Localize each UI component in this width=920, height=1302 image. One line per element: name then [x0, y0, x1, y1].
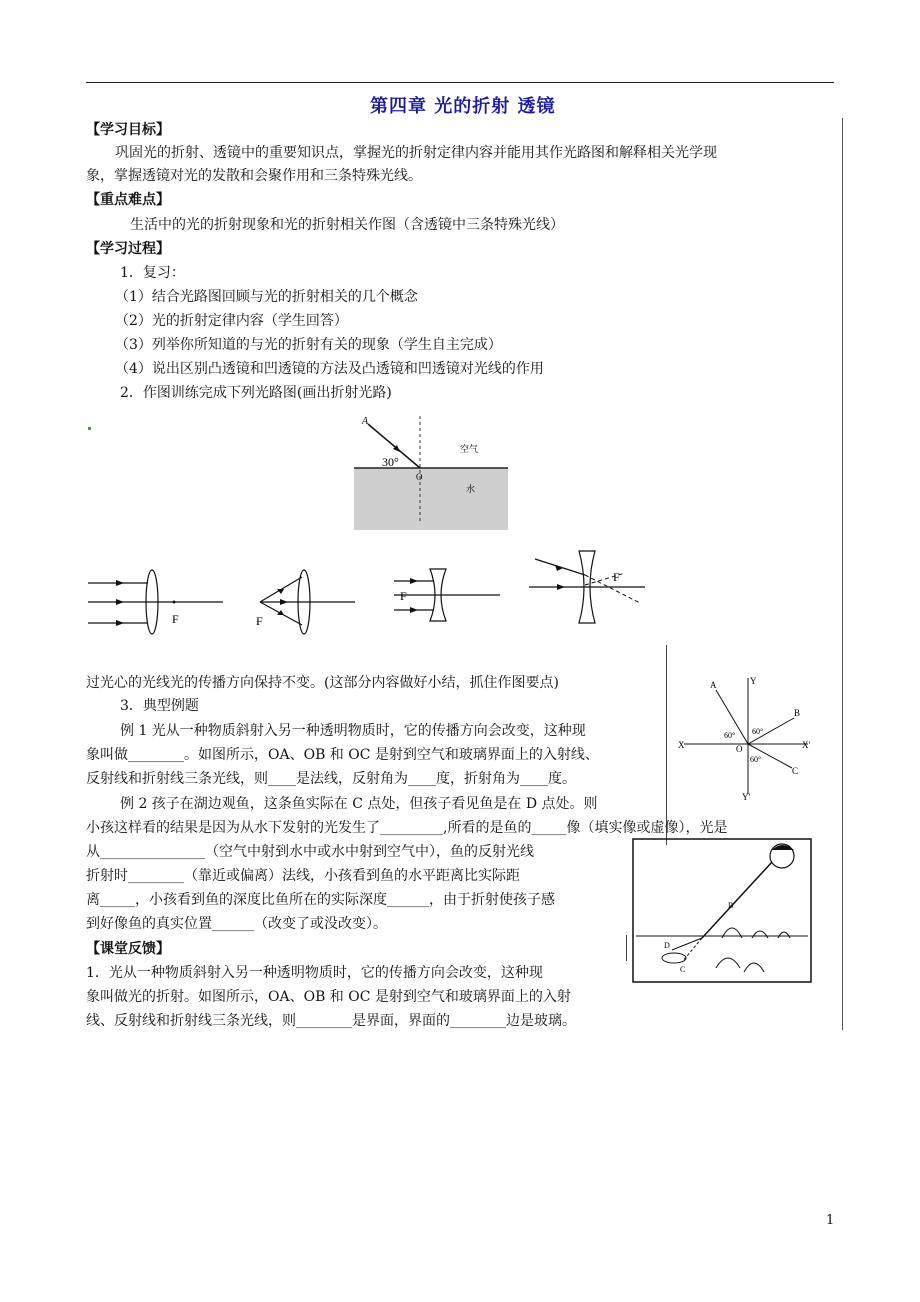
examples-heading: 3．典型例题 — [120, 698, 199, 714]
goals-line-2: 象，掌握透镜对光的发散和会聚作用和三条特殊光线。 — [86, 168, 422, 184]
review-item-3: （3）列举你所知道的与光的折射有关的现象（学生自主完成） — [115, 337, 502, 353]
example1-line-1: 例 1 光从一种物质斜射入另一种透明物质时，它的传播方向会改变，这种现 — [120, 723, 586, 739]
label-C: C — [680, 965, 686, 974]
goals-heading: 【学习目标】 — [86, 122, 170, 138]
goals-line-1: 巩固光的折射、透镜中的重要知识点，掌握光的折射定律内容并能用其作光路图和解释相关光学现 — [115, 145, 717, 161]
margin-rule-left — [666, 645, 667, 845]
weeds — [716, 958, 764, 972]
stray-dot — [88, 427, 91, 430]
margin-rule-left-2 — [626, 935, 627, 961]
arrow-bottom — [116, 620, 124, 626]
example2-line-2: 小孩这样看的结果是因为从水下发射的光发生了_________,所看的是鱼的_____像（填实像或虚像），光是 — [86, 820, 728, 836]
label-F: F — [172, 612, 179, 626]
arrow-bottom — [410, 607, 418, 613]
label-F: F — [400, 589, 407, 603]
water-region — [354, 468, 508, 530]
example1-line-2: 象叫做________。如图所示，OA、OB 和 OC 是射到空气和玻璃界面上的入射线、 — [86, 747, 599, 763]
label-F: F — [613, 570, 620, 584]
key-heading: 【重点难点】 — [86, 192, 170, 208]
label-C: C — [792, 766, 799, 776]
summary-line: 过光心的光线光的传播方向保持不变。(这部分内容做好小结，抓住作图要点) — [86, 675, 559, 691]
arrow-mid — [116, 599, 124, 605]
label-B: B — [728, 901, 734, 910]
page-title: 第四章 光的折射 透镜 — [370, 96, 556, 117]
fish-figure — [632, 838, 812, 983]
review-item-4: （4）说出区别凸透镜和凹透镜的方法及凸透镜和凹透镜对光线的作用 — [115, 361, 544, 377]
feedback-heading: 【课堂反馈】 — [86, 941, 170, 957]
arrow-top — [410, 578, 418, 584]
label-air: 空气 — [460, 444, 479, 454]
review-item-2: （2）光的折射定律内容（学生回答） — [115, 313, 348, 329]
feedback-line-3: 线、反射线和折射线三条光线，则________是界面，界面的________边是玻璃。 — [86, 1013, 576, 1029]
lens-figure-4 — [525, 545, 650, 630]
lens-figure-2 — [240, 565, 360, 640]
label-A: A — [710, 680, 717, 690]
label-X: X — [678, 740, 685, 750]
example2-line-3: 从_______________（空气中射到水中或水中射到空气中），鱼的反射光线 — [86, 844, 534, 860]
example2-line-4: 折射时________（靠近或偏离）法线，小孩看到鱼的水平距离比实际距 — [86, 868, 520, 884]
sight-line — [702, 862, 772, 938]
header-rule — [86, 82, 834, 83]
drawing-task: 2．作图训练完成下列光路图(画出折射光路) — [120, 385, 392, 401]
label-F: F — [256, 614, 263, 628]
page-number: 1 — [826, 1213, 835, 1228]
review-label: 1．复习： — [120, 265, 185, 281]
example1-line-3: 反射线和折射线三条光线，则____是法线，反射角为____度，折射角为____度。 — [86, 771, 576, 787]
fish-shape — [662, 953, 686, 963]
arrow-top — [116, 580, 124, 586]
refraction-figure — [350, 412, 512, 532]
label-angle-3: 60° — [750, 755, 762, 764]
arrow-in — [555, 565, 563, 571]
lens-figure-1 — [88, 565, 228, 640]
lens-figure-3 — [390, 565, 510, 640]
key-line-1: 生活中的光的折射现象和光的折射相关作图（含透镜中三条特殊光线） — [130, 217, 564, 233]
label-water: 水 — [466, 484, 476, 494]
arrow-mid — [557, 584, 565, 590]
label-angle: 30° — [382, 455, 399, 469]
example2-line-1: 例 2 孩子在湖边观鱼，这条鱼实际在 C 点处，但孩子看见鱼是在 D 点处。则 — [120, 796, 598, 812]
axes-figure — [676, 672, 820, 802]
label-angle-2: 60° — [752, 727, 764, 736]
label-X-prime: X' — [802, 740, 811, 750]
label-O: O — [736, 744, 743, 754]
arrow-mid — [280, 599, 288, 605]
label-D: D — [664, 941, 670, 950]
label-O: O — [416, 472, 423, 482]
right-margin-rule — [842, 118, 843, 1030]
label-Y: Y — [750, 676, 757, 686]
label-A: A — [362, 416, 369, 427]
label-Y-prime: Y' — [742, 792, 751, 802]
label-angle-1: 60° — [724, 731, 736, 740]
label-B: B — [794, 708, 801, 718]
process-heading: 【学习过程】 — [86, 241, 170, 257]
example2-line-5: 离_____，小孩看到鱼的深度比鱼所在的实际深度______，由于折射使孩子感 — [86, 892, 555, 908]
feedback-line-2: 象叫做光的折射。如图所示，OA、OB 和 OC 是射到空气和玻璃界面上的入射 — [86, 989, 571, 1005]
review-item-1: （1）结合光路图回顾与光的折射相关的几个概念 — [115, 289, 418, 305]
feedback-line-1: 1．光从一种物质斜射入另一种透明物质时，它的传播方向会改变，这种现 — [86, 965, 543, 981]
focus-dot — [173, 601, 176, 604]
example2-line-6: 到好像鱼的真实位置______（改变了或没改变）。 — [86, 916, 387, 932]
